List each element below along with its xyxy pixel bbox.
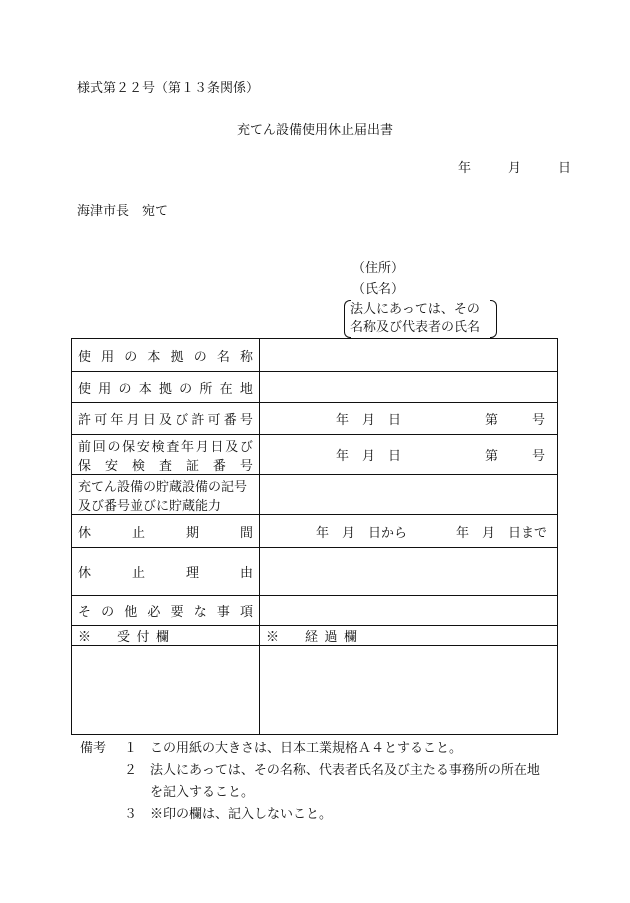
- table-row: [72, 646, 558, 735]
- note-item: [80, 760, 540, 782]
- date-year: 年: [458, 161, 472, 176]
- label-char: 号: [239, 458, 253, 474]
- note-indent: [80, 782, 124, 804]
- note-number: １: [124, 741, 138, 756]
- note-indent: [124, 782, 150, 804]
- label-suspension-period: [72, 515, 260, 548]
- spread-label: [78, 346, 253, 365]
- label-char: 及: [158, 413, 172, 428]
- label-char: 拠: [170, 349, 184, 365]
- label-char: 期: [185, 525, 199, 541]
- progress-box: [260, 646, 558, 735]
- label-char: 年: [110, 413, 124, 428]
- spread-label: [78, 522, 253, 541]
- table-row: [72, 403, 558, 435]
- label-char: の: [124, 349, 138, 365]
- label-char: 及: [225, 439, 239, 455]
- label-char: 称: [239, 349, 253, 365]
- addressee: 海津市長 宛て: [77, 204, 169, 219]
- label-char: 保: [122, 439, 136, 455]
- reception-header: [72, 626, 260, 646]
- label-char: 証: [185, 458, 199, 474]
- label-char: 他: [124, 605, 138, 620]
- inspection-go: 号: [531, 449, 545, 464]
- table-row: [72, 435, 558, 475]
- inspection-field[interactable]: [260, 435, 558, 475]
- label-char: そ: [78, 605, 92, 620]
- suspension-period-field[interactable]: [260, 515, 558, 548]
- label-char: 要: [170, 605, 184, 620]
- spread-label: [78, 436, 253, 455]
- label-char: 査: [158, 458, 172, 474]
- date-month: 月: [508, 161, 522, 176]
- note-text: 法人にあっては、その名称、代表者氏名及び主たる事務所の所在地: [150, 763, 540, 778]
- label-char: 止: [131, 525, 145, 541]
- label-char: 検: [151, 439, 165, 455]
- label-char: の: [118, 381, 132, 397]
- period-to: 年 月 日まで: [455, 525, 547, 541]
- label-char: 名: [216, 349, 230, 365]
- label-char: 在: [219, 381, 233, 397]
- label-char: 拠: [158, 381, 172, 397]
- note-item: [80, 738, 540, 760]
- label-char: 由: [239, 566, 253, 581]
- permit-dai: 第: [484, 413, 498, 428]
- notes-heading: 備考: [80, 741, 107, 756]
- label-storage: [72, 475, 260, 515]
- corporate-line-1: 法人にあっては、その: [350, 302, 480, 317]
- suspension-reason-field[interactable]: [260, 548, 558, 596]
- label-char: 用: [101, 349, 115, 365]
- label-char: 前: [78, 439, 92, 455]
- label-char: の: [193, 349, 207, 365]
- spread-label: [78, 378, 253, 397]
- label-char: 休: [78, 525, 92, 541]
- label-base-name: [72, 339, 260, 372]
- label-char: 許: [191, 413, 205, 428]
- label-char: 地: [239, 381, 253, 397]
- table-row: [72, 515, 558, 548]
- label-char: 休: [78, 566, 92, 581]
- label-char: 止: [131, 566, 145, 581]
- label-char: 項: [239, 605, 253, 620]
- note-indent: [80, 804, 124, 826]
- label-char: 番: [223, 413, 237, 428]
- other-field[interactable]: [260, 596, 558, 626]
- label-other: [72, 596, 260, 626]
- period-from: 年 月 日から: [316, 525, 408, 541]
- base-name-field[interactable]: [260, 339, 558, 372]
- document-title: 充てん設備使用休止届出書: [236, 123, 393, 138]
- table-row: [72, 626, 558, 646]
- note-item: [80, 804, 540, 826]
- label-char: 年: [181, 439, 195, 455]
- label-char: 可: [94, 413, 108, 428]
- label-char: 安: [136, 439, 150, 455]
- corporate-note: [350, 302, 480, 338]
- reception-box: [72, 646, 260, 735]
- right-bracket: [490, 300, 497, 338]
- note-text: この用紙の大きさは、日本工業規格Ａ４とすること。: [150, 741, 463, 756]
- spread-label: [78, 601, 253, 620]
- table-row: [72, 475, 558, 515]
- notes: [80, 738, 540, 826]
- name-label: （氏名）: [352, 282, 405, 297]
- inspection-date-number: [266, 445, 551, 464]
- label-char: び: [239, 439, 253, 455]
- label-suspension-reason: [72, 548, 260, 596]
- note-indent: [80, 760, 124, 782]
- address-label: （住所）: [352, 261, 405, 276]
- date-line: [458, 161, 571, 177]
- table-row: [72, 596, 558, 626]
- permit-date: 年 月 日: [336, 413, 402, 428]
- label-char: の: [179, 381, 193, 397]
- form-number: 様式第２２号（第１３条関係）: [77, 81, 260, 96]
- spread-label: [78, 409, 253, 428]
- progress-label: ※ 経過欄: [266, 630, 364, 645]
- label-char: 用: [98, 381, 112, 397]
- label-char: 保: [78, 458, 92, 474]
- label-char: 日: [210, 439, 224, 455]
- inspection-date: 年 月 日: [336, 449, 402, 464]
- storage-field[interactable]: [260, 475, 558, 515]
- label-inspection: [72, 435, 260, 475]
- label-char: 検: [131, 458, 145, 474]
- label-char: 本: [138, 381, 152, 397]
- reception-label: ※ 受付欄: [78, 630, 176, 645]
- permit-go: 号: [531, 413, 545, 428]
- note-number: ２: [124, 763, 138, 778]
- label-char: 安: [104, 458, 118, 474]
- label-char: 回: [92, 439, 106, 455]
- label-char: 間: [239, 525, 253, 541]
- label-permit: [72, 403, 260, 435]
- progress-header: [260, 626, 558, 646]
- label-char: 本: [147, 349, 161, 365]
- permit-field[interactable]: [260, 403, 558, 435]
- label-char: 理: [185, 566, 199, 581]
- note-text: を記入すること。: [150, 785, 255, 800]
- storage-label-2: 及び番号並びに貯蔵能力: [78, 498, 222, 514]
- base-location-field[interactable]: [260, 372, 558, 403]
- label-char: の: [101, 605, 115, 620]
- label-char: の: [107, 439, 121, 455]
- corporate-line-2: 名称及び代表者の氏名: [350, 320, 481, 335]
- label-char: 日: [142, 413, 156, 428]
- table-row: [72, 372, 558, 403]
- note-number: ３: [124, 807, 138, 822]
- table-row: [72, 339, 558, 372]
- table-row: [72, 548, 558, 596]
- label-char: 事: [216, 605, 230, 620]
- label-char: 月: [126, 413, 140, 428]
- label-char: 号: [239, 413, 253, 428]
- label-char: 査: [166, 439, 180, 455]
- permit-date-number: [266, 409, 551, 428]
- label-char: び: [175, 413, 189, 428]
- period-range: [266, 522, 551, 541]
- label-char: 使: [78, 349, 92, 365]
- storage-label-1: 充てん設備の貯蔵設備の記号: [78, 479, 248, 495]
- label-char: 月: [195, 439, 209, 455]
- spread-label: [78, 562, 253, 581]
- label-base-location: [72, 372, 260, 403]
- label-char: 所: [199, 381, 213, 397]
- label-char: 番: [212, 458, 226, 474]
- label-char: 許: [78, 413, 92, 428]
- label-char: 可: [207, 413, 221, 428]
- note-text: ※印の欄は、記入しないこと。: [150, 807, 333, 822]
- applicant-block: [352, 261, 404, 303]
- date-day: 日: [558, 161, 572, 176]
- label-char: 使: [78, 381, 92, 397]
- label-char: な: [193, 605, 207, 620]
- application-table: [71, 338, 558, 735]
- label-char: 必: [147, 605, 161, 620]
- inspection-dai: 第: [484, 449, 498, 464]
- spread-label: [78, 455, 253, 474]
- note-item: [80, 782, 540, 804]
